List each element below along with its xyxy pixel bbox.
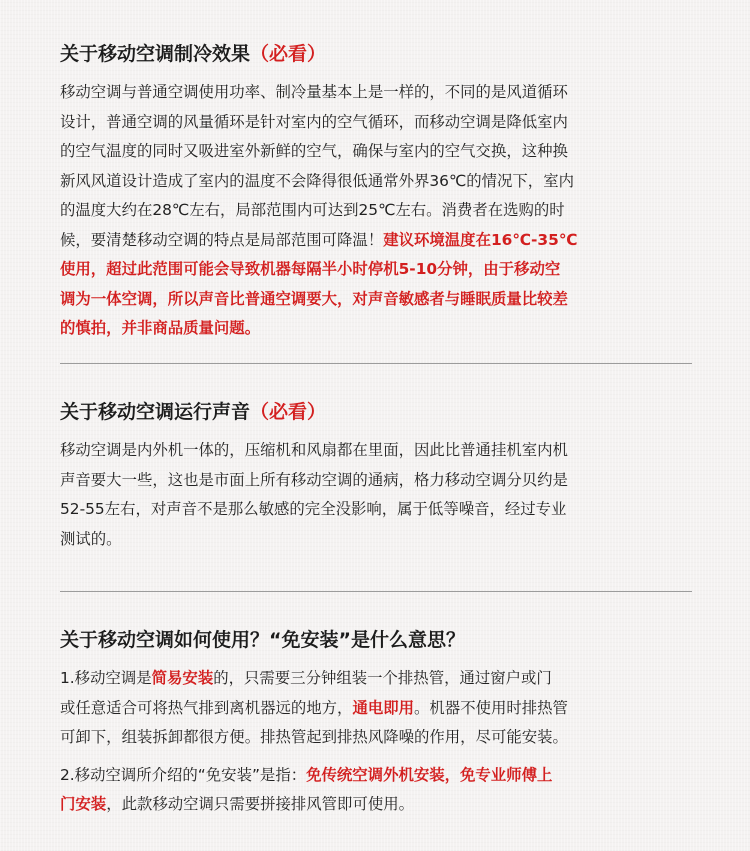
section-heading — [60, 396, 692, 428]
text-line: 1.移动空调是简易安装的，只需要三分钟组装一个排热管，通过窗户或门 — [60, 669, 552, 687]
highlight-text: 的慎拍，并非商品质量问题。 — [60, 319, 261, 337]
heading-text: 关于移动空调制冷效果 — [60, 43, 251, 65]
text-line — [60, 314, 692, 344]
section-divider — [60, 363, 692, 364]
highlight-text: 门安装 — [60, 795, 107, 813]
highlight-text: 简易安装 — [151, 669, 214, 687]
section-how-to-use — [60, 624, 692, 820]
heading-text: 关于移动空调如何使用？“免安装”是什么意思？ — [60, 629, 465, 651]
heading-note: （必看） — [250, 401, 327, 423]
text-line: 移动空调是内外机一体的，压缩机和风扇都在里面，因此比普通挂机室内机 — [60, 441, 568, 459]
section-paragraph — [60, 78, 692, 344]
section-divider — [60, 591, 692, 592]
text-line — [60, 255, 692, 285]
text-line: 的空气温度的同时又吸进室外新鲜的空气，确保与室内的空气交换，这种换 — [60, 142, 568, 160]
highlight-text: 调为一体空调，所以声音比普通空调要大，对声音敏感者与睡眠质量比较差 — [60, 289, 568, 308]
section-heading — [60, 624, 692, 656]
section-cooling-effect — [60, 38, 692, 344]
section-running-noise — [60, 396, 692, 554]
text-line — [60, 285, 692, 315]
highlight-text: 免传统空调外机安装，免专业师傅上 — [306, 765, 553, 784]
highlight-text: 使用，超过此范围可能会导致机器每隔半小时停机5-10分钟，由于移动空 — [60, 260, 561, 278]
highlight-text: 通电即用 — [352, 698, 415, 717]
text-line: 52-55左右，对声音不是那么敏感的完全没影响，属于低等噪音，经过专业 — [60, 500, 567, 518]
text-line: 的温度大约在28℃左右，局部范围内可达到25℃左右。消费者在选购的时 — [60, 201, 565, 219]
highlight-text: 建议环境温度在16℃-35℃ — [383, 230, 578, 249]
text-line: 可卸下，组装拆卸都很方便。排热管起到排热风降噪的作用，尽可能安装。 — [60, 728, 568, 746]
text-line: 设计，普通空调的风量循环是针对室内的空气循环，而移动空调是降低室内 — [60, 112, 568, 131]
text-line: 门安装，此款移动空调只需要拼接排风管即可使用。 — [60, 795, 415, 813]
text-line: 候，要清楚移动空调的特点是局部范围可降温！建议环境温度在16℃-35℃ — [60, 230, 578, 249]
text-line: 或任意适合可将热气排到离机器远的地方，通电即用。机器不使用时排热管 — [60, 698, 568, 717]
heading-text: 关于移动空调运行声音 — [60, 401, 251, 423]
section-paragraph — [60, 664, 692, 820]
text-line: 2.移动空调所介绍的“免安装”是指：免传统空调外机安装，免专业师傅上 — [60, 765, 553, 784]
paragraph-gap — [60, 753, 692, 761]
heading-note: （必看） — [250, 43, 327, 65]
text-line: 移动空调与普通空调使用功率、制冷量基本上是一样的，不同的是风道循环 — [60, 83, 568, 101]
text-line: 新风风道设计造成了室内的温度不会降得很低通常外界36℃的情况下，室内 — [60, 171, 574, 190]
text-line: 测试的。 — [60, 529, 122, 548]
section-paragraph — [60, 436, 692, 554]
text-line: 声音要大一些，这也是市面上所有移动空调的通病，格力移动空调分贝约是 — [60, 470, 568, 489]
section-heading — [60, 38, 692, 70]
